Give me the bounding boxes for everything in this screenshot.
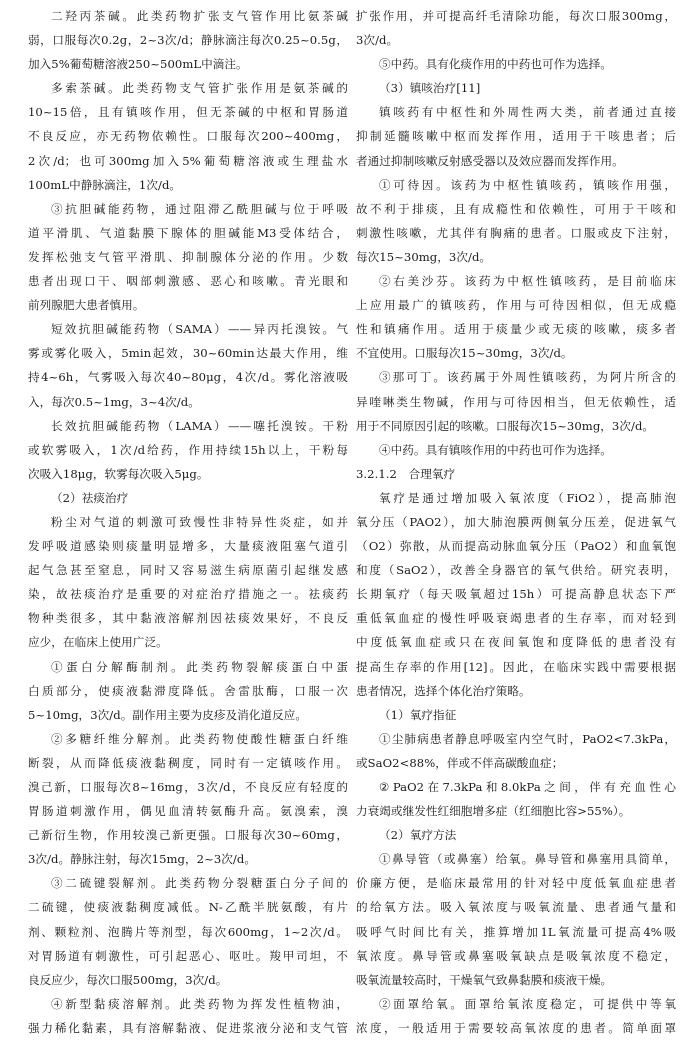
text-line: （O2）弥散，从而提高动脉血氧分压（PaO2）和血氧饱 [356, 539, 676, 554]
text-line: 不良反应，亦无药物依赖性。口服每次200~400mg， [28, 129, 348, 144]
text-line: 长期氧疗（每天吸氧超过15h）可提高静息状态下严 [356, 587, 676, 602]
text-line: 3次/d。 [356, 33, 399, 48]
text-line: ①可待因。该药为中枢性镇咳药，镇咳作用强， [379, 177, 676, 192]
text-line: 2次/d；也可300mg加入5%葡萄糖溶液或生理盐水 [28, 153, 348, 168]
text-line: 二羟丙茶碱。此类药物扩张支气管作用比氨茶碱 [51, 9, 348, 23]
text-line: 白质部分，使痰液黏滞度降低。舍雷肽酶，口服一次 [28, 683, 348, 698]
text-line: 患者出现口干、咽部刺激感、恶心和咳嗽。青光眼和 [28, 274, 348, 289]
text-line: （2）氧疗方法 [379, 828, 457, 843]
text-line: 强力稀化黏素，具有溶解黏液、促进浆液分泌和支气管 [28, 1020, 348, 1035]
text-line: 每次15~30mg，3次/d。 [356, 249, 492, 264]
text-line: 100mL中静脉滴注，1次/d。 [28, 177, 182, 192]
text-line: 和度（SaO2），改善全身器官的氧气供给。研究表明， [356, 563, 676, 578]
text-line: 或软雾吸入，1次/d给药，作用持续15h以上，干粉每 [28, 442, 348, 457]
text-line: 道平滑肌、气道黏膜下腺体的胆碱能M3受体结合， [28, 225, 348, 240]
text-line: 吸氧流量较高时，干燥氧气致鼻黏膜和痰液干燥。 [356, 972, 613, 987]
text-line: 己新衍生物，作用较溴己新更强。口服每次30~60mg， [28, 828, 348, 843]
text-line: 断裂，从而降低痰液黏稠度，同时有一定镇咳作用。 [28, 755, 348, 770]
text-line: 溴己新，口服每次8~16mg，3次/d，不良反应有轻度的 [28, 780, 348, 794]
right-column [356, 4, 676, 1040]
text-line: 浓度，一般适用于需要较高氧浓度的患者。简单面罩 [356, 1020, 676, 1035]
text-line: 中度低氧血症或只在夜间氧饱和度降低的患者没有 [356, 635, 676, 650]
text-line: 氧疗是通过增加吸入氧浓度（FiO2），提高肺泡 [379, 490, 676, 505]
text-line: 二硫键，使痰液黏稠度减低。N-乙酰半胱氨酸，有片 [28, 900, 348, 915]
text-line: 良反应少，每次口服500mg，3次/d。 [28, 972, 228, 987]
text-line: （3）镇咳治疗[11] [379, 81, 481, 96]
text-line: 发呼吸道感染则痰量明显增多，大量痰液阻塞气道引 [28, 539, 348, 554]
text-line: 或SaO2<88%，伴或不伴高碳酸血症； [356, 755, 564, 770]
text-line: 力衰竭或继发性红细胞增多症（红细胞比容>55%）。 [356, 804, 631, 819]
text-line: 持4~6h，气雾吸入每次40~80μg，4次/d。雾化溶液吸 [28, 370, 348, 385]
text-line: 性和镇痛作用。适用于痰量少或无痰的咳嗽，痰多者 [356, 322, 676, 337]
text-line: 物种类很多，其中黏液溶解剂因祛痰效果好，不良反 [28, 611, 348, 626]
text-line: （2）祛痰治疗 [51, 490, 129, 505]
text-line: 镇咳药有中枢性和外周性两大类，前者通过直接 [379, 105, 676, 120]
text-line: 短效抗胆碱能药物（SAMA）——异丙托溴铵。气 [51, 322, 348, 337]
text-line: 价廉方便，是临床最常用的针对轻中度低氧血症患者 [356, 876, 676, 891]
text-line: ①蛋白分解酶制剂。此类药物裂解痰蛋白中蛋 [51, 659, 348, 674]
text-line: 不宜使用。口服每次15~30mg，3次/d。 [356, 346, 573, 361]
text-line: ①尘肺病患者静息呼吸室内空气时，PaO2<7.3kPa， [379, 731, 676, 746]
text-line: 多索茶碱。此类药物支气管扩张作用是氨茶碱的 [51, 81, 348, 96]
text-line: ④新型黏痰溶解剂。此类药物为挥发性植物油， [51, 996, 348, 1011]
text-line: 应少，在临床上使用广泛。 [28, 635, 168, 650]
text-line: 者通过抑制咳嗽反射感受器以及效应器而发挥作用。 [356, 153, 624, 168]
text-line: 刺激性咳嗽，尤其伴有胸痛的患者。口服或皮下注射， [356, 225, 676, 240]
text-line: ②右美沙芬。该药为中枢性镇咳药，是目前临床 [379, 274, 676, 289]
text-line: 雾或雾化吸入，5min起效，30~60min达最大作用，维 [28, 346, 348, 361]
text-line: ①鼻导管（或鼻塞）给氧。鼻导管和鼻塞用具简单， [379, 852, 676, 867]
text-line: 用于不同原因引起的咳嗽。口服每次15~30mg，3次/d。 [356, 418, 655, 433]
text-line: ⑤中药。具有化痰作用的中药也可作为选择。 [379, 57, 612, 72]
text-line: （1）氧疗指征 [379, 707, 457, 722]
text-line: 患者情况，选择个体化治疗策略。 [356, 683, 531, 698]
text-line: 染，故祛痰治疗是重要的对症治疗措施之一。祛痰药 [28, 587, 348, 602]
text-line: ③那可丁。该药属于外周性镇咳药，为阿片所含的 [379, 370, 676, 385]
text-line: 抑制延髓咳嗽中枢而发挥作用，适用于干咳患者；后 [356, 129, 676, 144]
text-line: 故不利于排痰，且有成瘾性和依赖性，可用于干咳和 [356, 201, 676, 216]
text-line: 剂、颗粒剂、泡腾片等剂型，每次600mg，1~2次/d。 [28, 924, 348, 939]
text-line: 3次/d。静脉注射，每次15mg，2~3次/d。 [28, 852, 256, 867]
section-heading: 3.2.1.2 合理氧疗 [356, 466, 456, 481]
text-line: 粉尘对气道的刺激可致慢性非特异性炎症，如并 [51, 514, 348, 529]
text-line: 长效抗胆碱能药物（LAMA）——噻托溴铵。干粉 [51, 418, 348, 433]
left-column [28, 4, 348, 1040]
text-line: 扩张作用，并可提高纤毛清除功能，每次口服300mg， [356, 9, 676, 23]
text-line: ②面罩给氧。面罩给氧浓度稳定，可提供中等氧 [379, 996, 676, 1011]
text-line: 发挥松弛支气管平滑肌、抑制腺体分泌的作用。少数 [28, 249, 348, 264]
text-line: 对胃肠道有刺激性，可引起恶心、呕吐。羧甲司坦，不 [28, 948, 348, 963]
text-line: 重低氧血症的慢性呼吸衰竭患者的生存率，而对轻到 [356, 611, 676, 626]
text-line: ②PaO2在7.3kPa和8.0kPa之间，伴有充血性心 [379, 780, 676, 794]
text-line: 提高生存率的作用[12]。因此，在临床实践中需要根据 [356, 659, 676, 674]
text-line: 5~10mg，3次/d。副作用主要为皮疹及消化道反应。 [28, 707, 308, 722]
text-line: 上应用最广的镇咳药，作用与可待因相似，但无成瘾 [356, 298, 676, 313]
text-line: ③二硫键裂解剂。此类药物分裂糖蛋白分子间的 [51, 876, 348, 891]
text-line: 异喹啉类生物碱，作用与可待因相当，但无依赖性，适 [356, 394, 676, 409]
text-line: ②多糖纤维分解剂。此类药物使酸性糖蛋白纤维 [51, 731, 348, 746]
text-line: 加入5%葡萄糖溶液250~500mL中滴注。 [28, 57, 248, 72]
text-line: 入，每次0.5~1mg，3~4次/d。 [28, 394, 200, 409]
text-line: ③抗胆碱能药物，通过阻滞乙酰胆碱与位于呼吸 [51, 201, 348, 216]
text-line: 起气急甚至窒息，同时又容易滋生病原菌引起继发感 [28, 563, 348, 578]
text-line: 吸呼气时间比有关，推算增加1L氧流量可提高4%吸 [356, 924, 676, 939]
text-line: 弱，口服每次0.2g，2~3次/d；静脉滴注每次0.25~0.5g， [28, 33, 348, 48]
text-line: 氧分压（PAO2），加大肺泡膜两侧氧分压差，促进氧气 [356, 514, 676, 529]
text-line: ④中药。具有镇咳作用的中药也可作为选择。 [379, 442, 612, 457]
text-line: 胃肠道刺激作用，偶见血清转氨酶升高。氨溴索，溴 [28, 804, 348, 819]
text-line: 的给氧方法。吸入氧浓度与吸氧流量、患者通气量和 [356, 900, 676, 915]
text-line: 氧浓度。鼻导管或鼻塞吸氧缺点是吸氧浓度不稳定， [356, 948, 676, 963]
text-line: 次吸入18μg，软雾每次吸入5μg。 [28, 466, 209, 481]
text-line: 前列腺肥大患者慎用。 [28, 298, 145, 313]
text-line: 10~15倍，且有镇咳作用，但无茶碱的中枢和胃肠道 [28, 105, 348, 120]
